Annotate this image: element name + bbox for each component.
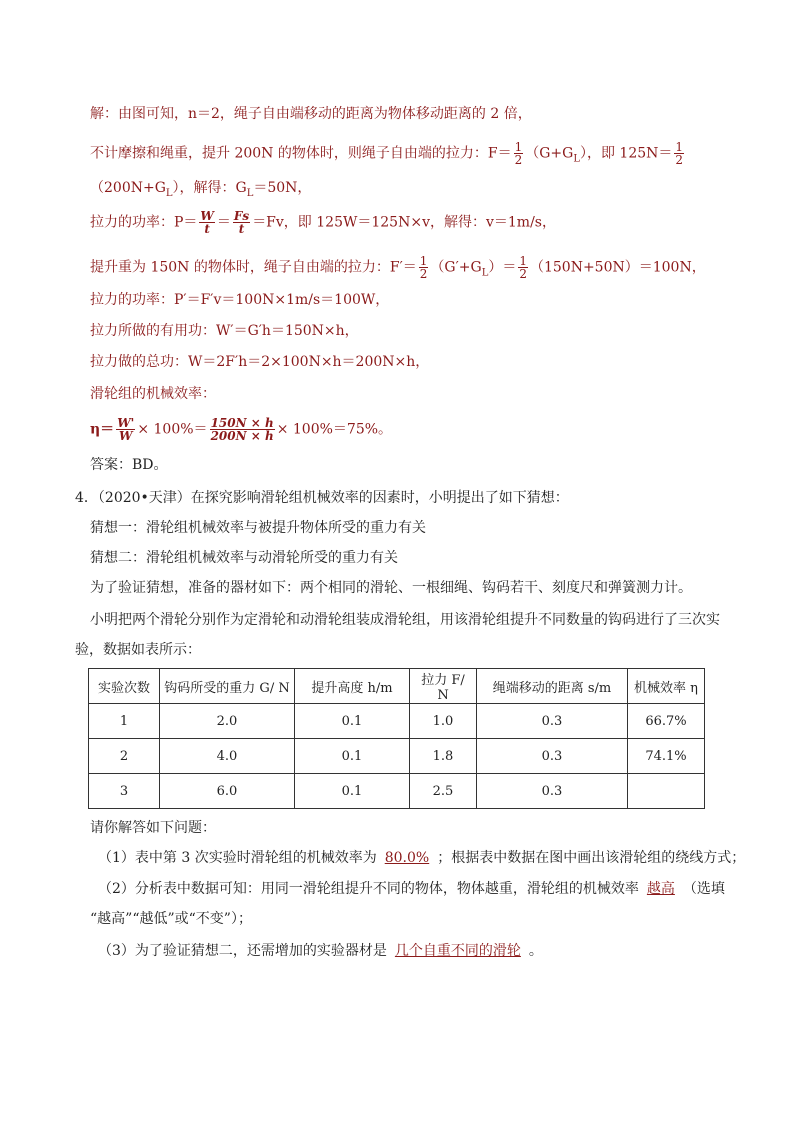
table-header-row bbox=[89, 669, 705, 704]
denominator: 2 bbox=[514, 153, 523, 167]
cell: 1.0 bbox=[410, 704, 477, 739]
fraction bbox=[514, 141, 524, 166]
answer-blank-2: 越高 bbox=[646, 881, 675, 897]
header-force: 拉力 F/ N bbox=[410, 669, 477, 704]
solution-line-5 bbox=[90, 255, 706, 283]
subscript: L bbox=[481, 267, 489, 279]
text: （1）表中第 3 次实验时滑轮组的机械效率为 bbox=[98, 850, 377, 866]
guess-two: 猜想二：滑轮组机械效率与动滑轮所受的重力有关 bbox=[90, 550, 398, 566]
numerator: 1 bbox=[514, 140, 523, 154]
cell: 1.8 bbox=[410, 739, 477, 774]
fraction bbox=[518, 255, 528, 280]
answer-blank-1: 80.0% bbox=[384, 850, 430, 866]
text: （G′+G bbox=[430, 259, 482, 276]
questions-prompt: 请你解答如下问题： bbox=[90, 820, 216, 836]
cell: 66.7% bbox=[628, 704, 705, 739]
numerator: 1 bbox=[419, 254, 428, 268]
answer-2 bbox=[98, 879, 725, 899]
text: ＝50N， bbox=[253, 180, 312, 196]
header-efficiency: 机械效率 η bbox=[628, 669, 705, 704]
denominator: t bbox=[238, 222, 245, 236]
cell: 74.1% bbox=[628, 739, 705, 774]
answer-1 bbox=[98, 848, 745, 868]
denominator: 2 bbox=[419, 267, 428, 281]
data-table bbox=[88, 668, 705, 809]
text: （2）分析表中数据可知：用同一滑轮组提升不同的物体，物体越重，滑轮组的机械效率 bbox=[98, 881, 639, 897]
numerator: 1 bbox=[675, 140, 684, 154]
cell: 0.3 bbox=[477, 704, 628, 739]
equipment-text: 为了验证猜想，准备的器材如下：两个相同的滑轮、一根细绳、钩码若干、刻度尺和弹簧测力计。 bbox=[90, 580, 692, 596]
experiment-text: 小明把两个滑轮分别作为定滑轮和动滑轮组装成滑轮组，用该滑轮组提升不同数量的钩码进行了三次实 bbox=[90, 612, 720, 628]
subscript: L bbox=[246, 187, 254, 199]
fraction bbox=[674, 141, 684, 166]
denominator: W bbox=[119, 429, 133, 443]
solution-line-10 bbox=[90, 417, 392, 442]
cell: 2.5 bbox=[410, 774, 477, 809]
header-height: 提升高度 h/m bbox=[295, 669, 410, 704]
cell: 4.0 bbox=[160, 739, 295, 774]
eta-symbol: η＝ bbox=[90, 421, 115, 438]
text: 提升重为 150N 的物体时，绳子自由端的拉力：F′＝ bbox=[90, 259, 417, 276]
cell: 6.0 bbox=[160, 774, 295, 809]
denominator: 2 bbox=[675, 153, 684, 167]
text: × 100%＝ bbox=[137, 421, 208, 438]
answer-3 bbox=[98, 941, 543, 961]
solution-line-3 bbox=[90, 178, 311, 204]
cell bbox=[628, 774, 705, 809]
solution-line-9: 滑轮组的机械效率： bbox=[90, 386, 216, 402]
text: 拉力的功率：P＝ bbox=[90, 214, 198, 231]
header-trial: 实验次数 bbox=[89, 669, 160, 704]
table-row bbox=[89, 739, 705, 774]
answer: 答案：BD。 bbox=[90, 457, 168, 473]
solution-line-6: 拉力的功率：P′＝F′v＝100N×1m/s＝100W， bbox=[90, 292, 390, 308]
numerator: 150N × h bbox=[210, 416, 274, 430]
subscript: L bbox=[573, 153, 580, 165]
subscript: L bbox=[165, 187, 173, 199]
fraction bbox=[233, 210, 250, 235]
fraction bbox=[419, 255, 429, 280]
denominator: 2 bbox=[519, 267, 527, 281]
question-title: 4．（2020•天津）在探究影响滑轮组机械效率的因素时，小明提出了如下猜想： bbox=[75, 490, 569, 506]
text: ；根据表中数据在图中画出该滑轮组的绕线方式； bbox=[437, 850, 746, 866]
cell: 2 bbox=[89, 739, 160, 774]
text: 。 bbox=[528, 943, 543, 959]
answer-2-cont: “越高”“越低”或“不变”）； bbox=[90, 911, 252, 927]
solution-line-4 bbox=[90, 210, 556, 235]
table-row bbox=[89, 704, 705, 739]
cell: 0.1 bbox=[295, 704, 410, 739]
fraction bbox=[116, 417, 135, 442]
text: （选填 bbox=[682, 881, 725, 897]
numerator: Fs bbox=[233, 209, 250, 223]
header-weight: 钩码所受的重力 G/ N bbox=[160, 669, 295, 704]
text: （200N+G bbox=[90, 180, 166, 196]
experiment-text-cont: 验，数据如表所示： bbox=[75, 642, 201, 658]
cell: 3 bbox=[89, 774, 160, 809]
header-distance: 绳端移动的距离 s/m bbox=[477, 669, 628, 704]
guess-one: 猜想一：滑轮组机械效率与被提升物体所受的重力有关 bbox=[90, 520, 426, 536]
solution-line-2 bbox=[90, 141, 686, 169]
cell: 0.3 bbox=[477, 774, 628, 809]
numerator: W' bbox=[117, 416, 135, 430]
text: （150N+50N）＝100N， bbox=[529, 259, 706, 276]
fraction bbox=[210, 417, 275, 442]
text: ），解得：G bbox=[172, 180, 247, 196]
text: ＝Fv，即 125W＝125N×v，解得：v＝1m/s， bbox=[252, 214, 556, 231]
text: × 100%＝75%。 bbox=[276, 421, 393, 438]
cell: 2.0 bbox=[160, 704, 295, 739]
text: ），即 125N＝ bbox=[579, 145, 673, 162]
cell: 0.1 bbox=[295, 739, 410, 774]
text: ＝ bbox=[216, 214, 231, 231]
cell: 0.3 bbox=[477, 739, 628, 774]
solution-line-8: 拉力做的总功：W＝2F′h＝2×100N×h＝200N×h， bbox=[90, 354, 430, 370]
numerator: W bbox=[200, 209, 214, 223]
text: 不计摩擦和绳重，提升 200N 的物体时，则绳子自由端的拉力：F＝ bbox=[90, 145, 512, 162]
answer-blank-3: 几个自重不同的滑轮 bbox=[394, 943, 521, 959]
solution-line-7: 拉力所做的有用功：W′＝G′h＝150N×h， bbox=[90, 323, 359, 339]
text: ）＝ bbox=[488, 259, 517, 276]
numerator: 1 bbox=[519, 254, 527, 268]
table-row bbox=[89, 774, 705, 809]
solution-line-1: 解：由图可知，n＝2，绳子自由端移动的距离为物体移动距离的 2 倍， bbox=[90, 106, 532, 122]
fraction bbox=[199, 210, 214, 235]
text: （3）为了验证猜想二，还需增加的实验器材是 bbox=[98, 943, 387, 959]
cell: 1 bbox=[89, 704, 160, 739]
denominator: 200N × h bbox=[210, 429, 274, 443]
denominator: t bbox=[204, 222, 210, 236]
text: （G+G bbox=[525, 145, 574, 162]
cell: 0.1 bbox=[295, 774, 410, 809]
